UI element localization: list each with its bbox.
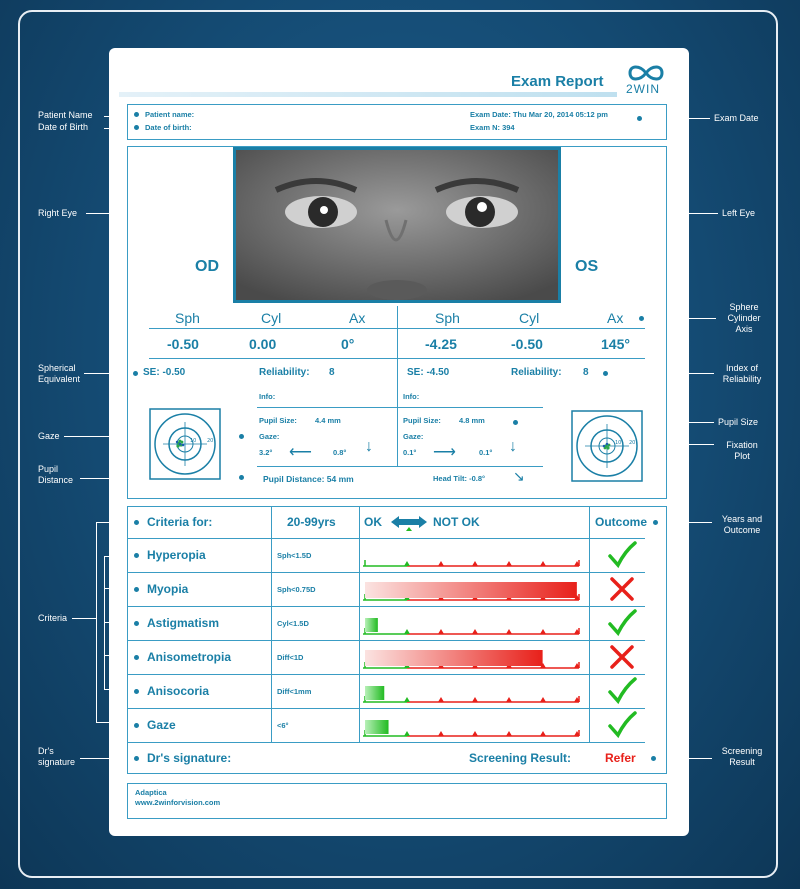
pass-check-icon bbox=[607, 541, 637, 569]
criteria-header: Criteria for: bbox=[147, 515, 213, 529]
callout-years-2: Outcome bbox=[723, 525, 761, 535]
bar-tick-mark bbox=[540, 629, 546, 634]
bar-tick-mark bbox=[472, 697, 478, 702]
os-plot-tick-1: 10 bbox=[615, 440, 622, 446]
title-bar bbox=[119, 92, 617, 97]
not-ok-label: NOT OK bbox=[433, 515, 480, 529]
criterion-bar bbox=[363, 574, 583, 604]
callout-sphere: Sphere bbox=[729, 302, 759, 312]
criterion-name: Anisocoria bbox=[147, 684, 210, 698]
criterion-bar bbox=[363, 540, 583, 570]
exam-number: Exam N: 394 bbox=[470, 123, 515, 132]
callout-pd-2: Distance bbox=[38, 475, 74, 485]
criterion-name: Hyperopia bbox=[147, 548, 206, 562]
divider bbox=[127, 606, 645, 607]
callout-pd-1: Pupil bbox=[38, 464, 59, 474]
od-gaze-v: 0.8° bbox=[333, 448, 347, 457]
bar-tick-mark bbox=[506, 697, 512, 702]
ok-notok-arrow-icon bbox=[389, 514, 429, 532]
divider bbox=[127, 640, 645, 641]
od-reliability-label: Reliability: bbox=[259, 367, 310, 378]
age-range: 20-99yrs bbox=[287, 515, 336, 529]
od-pupil-size-label: Pupil Size: bbox=[259, 416, 297, 425]
bullet bbox=[134, 723, 139, 728]
bullet bbox=[239, 434, 244, 439]
bar-fill bbox=[365, 582, 577, 598]
bullet bbox=[653, 520, 658, 525]
report-title: Exam Report bbox=[511, 73, 604, 90]
bar-tick-mark bbox=[438, 561, 444, 566]
os-sph-header: Sph bbox=[435, 310, 460, 326]
divider bbox=[127, 572, 645, 573]
od-gaze-down-arrow-icon: ↓ bbox=[365, 438, 373, 455]
callout-line bbox=[104, 556, 105, 690]
bar-tick-mark bbox=[404, 697, 410, 702]
fail-cross-icon bbox=[607, 575, 637, 603]
head-tilt-arrow-icon: ↘ bbox=[513, 468, 525, 484]
criterion-bar bbox=[363, 676, 583, 706]
bar-tick-mark bbox=[540, 731, 546, 736]
os-reliability-label: Reliability: bbox=[511, 367, 562, 378]
callout-drs-2: signature bbox=[38, 757, 76, 767]
criterion-name: Anisometropia bbox=[147, 650, 232, 664]
bullet bbox=[134, 553, 139, 558]
od-sph-header: Sph bbox=[175, 310, 200, 326]
callout-cylinder: Cylinder bbox=[727, 313, 761, 323]
callout-fix-2: Plot bbox=[734, 451, 750, 461]
bar-tick-mark bbox=[404, 561, 410, 566]
od-cyl-header: Cyl bbox=[261, 310, 282, 326]
pass-check-icon bbox=[607, 711, 637, 739]
bar-tick-mark bbox=[438, 731, 444, 736]
od-label: OD bbox=[195, 258, 219, 275]
callout-sr-2: Result bbox=[729, 757, 755, 767]
ok-label: OK bbox=[364, 515, 382, 529]
bullet bbox=[134, 520, 139, 525]
os-gaze-v: 0.1° bbox=[479, 448, 493, 457]
callout-right-eye: Right Eye bbox=[38, 208, 78, 218]
od-gaze-h: 3.2° bbox=[259, 448, 273, 457]
bullet bbox=[134, 756, 139, 761]
bar-tick-mark bbox=[438, 697, 444, 702]
callout-rel-1: Index of bbox=[725, 363, 759, 373]
criterion-threshold: <6° bbox=[277, 721, 289, 730]
bullet bbox=[134, 621, 139, 626]
callout-drs-1: Dr's bbox=[38, 746, 54, 756]
bar-tick-mark bbox=[540, 697, 546, 702]
os-sph-value: -4.25 bbox=[425, 336, 457, 352]
bullet bbox=[134, 655, 139, 660]
od-pupil-size: 4.4 mm bbox=[315, 416, 341, 425]
company-website: www.2winforvision.com bbox=[135, 798, 221, 807]
bar-tick-mark bbox=[472, 731, 478, 736]
bullet bbox=[134, 112, 139, 117]
os-gaze-h: 0.1° bbox=[403, 448, 417, 457]
divider bbox=[397, 306, 398, 466]
callout-rel-2: Reliability bbox=[722, 374, 762, 384]
od-plot-tick-2: 20 bbox=[207, 438, 214, 444]
callout-dob: Date of Birth bbox=[38, 122, 89, 132]
eyes-photo bbox=[233, 147, 561, 303]
screening-result-label: Screening Result: bbox=[469, 751, 572, 765]
os-reliability: 8 bbox=[583, 367, 589, 378]
callout-axis: Axis bbox=[735, 324, 753, 334]
bullet bbox=[651, 756, 656, 761]
bullet bbox=[134, 689, 139, 694]
screening-result-value: Refer bbox=[605, 751, 636, 765]
bar-tick-mark bbox=[506, 629, 512, 634]
bar-fill bbox=[365, 618, 378, 632]
bullet bbox=[133, 371, 138, 376]
divider bbox=[149, 358, 645, 359]
bar-tick-mark bbox=[472, 561, 478, 566]
callout-line bbox=[72, 618, 96, 619]
criterion-name: Myopia bbox=[147, 582, 189, 596]
od-se: SE: -0.50 bbox=[143, 367, 186, 378]
os-gaze-down-arrow-icon: ↓ bbox=[509, 438, 517, 455]
callout-fix-1: Fixation bbox=[726, 440, 758, 450]
od-reliability: 8 bbox=[329, 367, 335, 378]
callout-years-1: Years and bbox=[721, 514, 763, 524]
od-ax-value: 0° bbox=[341, 336, 355, 352]
callout-gaze: Gaze bbox=[38, 431, 60, 441]
os-cyl-header: Cyl bbox=[519, 310, 540, 326]
logo-text: 2WIN bbox=[626, 82, 660, 96]
bar-tick-mark bbox=[506, 731, 512, 736]
bullet bbox=[637, 116, 642, 121]
bullet bbox=[603, 371, 608, 376]
criterion-threshold: Sph<0.75D bbox=[277, 585, 316, 594]
od-gaze-label: Gaze: bbox=[259, 432, 280, 441]
exam-report-sheet bbox=[109, 48, 689, 836]
criterion-threshold: Cyl<1.5D bbox=[277, 619, 309, 628]
criterion-name: Astigmatism bbox=[147, 616, 220, 630]
criterion-bar bbox=[363, 608, 583, 638]
od-fixation-plot bbox=[149, 408, 221, 480]
exam-date: Exam Date: Thu Mar 20, 2014 05:12 pm bbox=[470, 110, 608, 119]
criterion-threshold: Diff<1mm bbox=[277, 687, 312, 696]
callout-se-2: Equivalent bbox=[38, 374, 81, 384]
callout-criteria: Criteria bbox=[38, 613, 68, 623]
outcome-header: Outcome bbox=[595, 515, 648, 529]
bullet bbox=[239, 475, 244, 480]
os-ax-value: 145° bbox=[601, 336, 630, 352]
os-pupil-size-label: Pupil Size: bbox=[403, 416, 441, 425]
os-gaze-label: Gaze: bbox=[403, 432, 424, 441]
criterion-bar bbox=[363, 710, 583, 740]
criterion-threshold: Diff<1D bbox=[277, 653, 304, 662]
bullet bbox=[513, 420, 518, 425]
od-sph-value: -0.50 bbox=[167, 336, 199, 352]
divider bbox=[271, 506, 272, 742]
os-info-label: Info: bbox=[403, 392, 420, 401]
divider bbox=[127, 538, 645, 539]
os-se: SE: -4.50 bbox=[407, 367, 450, 378]
callout-sr-1: Screening bbox=[721, 746, 763, 756]
os-plot-tick-2: 20 bbox=[629, 440, 636, 446]
criterion-bar bbox=[363, 642, 583, 672]
bar-tick-mark bbox=[438, 629, 444, 634]
patient-name-label: Patient name: bbox=[145, 110, 195, 119]
fail-cross-icon bbox=[607, 643, 637, 671]
divider bbox=[127, 674, 645, 675]
criterion-threshold: Sph<1.5D bbox=[277, 551, 312, 560]
pupil-distance: Pupil Distance: 54 mm bbox=[263, 474, 354, 484]
divider bbox=[257, 466, 543, 467]
eyes-image bbox=[236, 150, 558, 300]
bar-tick-mark bbox=[472, 629, 478, 634]
callout-pupil-size: Pupil Size bbox=[718, 417, 759, 427]
logo-icon bbox=[626, 62, 666, 84]
divider bbox=[127, 742, 645, 743]
bullet bbox=[134, 125, 139, 130]
od-gaze-left-arrow-icon: ⟵ bbox=[289, 444, 312, 461]
company-name: Adaptica bbox=[135, 788, 167, 797]
bar-tick-mark bbox=[506, 561, 512, 566]
divider bbox=[127, 708, 645, 709]
os-pupil-size: 4.8 mm bbox=[459, 416, 485, 425]
callout-se-1: Spherical bbox=[38, 363, 76, 373]
os-ax-header: Ax bbox=[607, 310, 624, 326]
divider bbox=[359, 506, 360, 742]
bar-fill bbox=[365, 720, 389, 734]
bar-tick-mark bbox=[404, 731, 410, 736]
os-cyl-value: -0.50 bbox=[511, 336, 543, 352]
bar-fill bbox=[365, 650, 543, 666]
callout-exam-date: Exam Date bbox=[714, 113, 759, 123]
pass-check-icon bbox=[607, 677, 637, 705]
bar-fill bbox=[365, 686, 384, 700]
head-tilt: Head Tilt: -0.8° bbox=[433, 474, 486, 483]
od-plot-tick-1: 10 bbox=[190, 438, 197, 444]
dob-label: Date of birth: bbox=[145, 123, 192, 132]
callout-left-eye: Left Eye bbox=[722, 208, 756, 218]
od-cyl-value: 0.00 bbox=[249, 336, 277, 352]
bar-tick-mark bbox=[404, 629, 410, 634]
bullet bbox=[134, 587, 139, 592]
od-info-label: Info: bbox=[259, 392, 276, 401]
bar-tick-mark bbox=[540, 561, 546, 566]
dr-signature-label: Dr's signature: bbox=[147, 751, 232, 765]
os-gaze-right-arrow-icon: ⟶ bbox=[433, 444, 456, 461]
callout-line bbox=[96, 522, 97, 722]
bullet bbox=[639, 316, 644, 321]
divider bbox=[589, 506, 590, 742]
os-fixation-plot bbox=[571, 410, 643, 482]
criterion-name: Gaze bbox=[147, 718, 176, 732]
callout-patient-name: Patient Name bbox=[38, 110, 93, 120]
od-ax-header: Ax bbox=[349, 310, 366, 326]
pass-check-icon bbox=[607, 609, 637, 637]
divider bbox=[257, 407, 543, 408]
os-label: OS bbox=[575, 258, 599, 275]
